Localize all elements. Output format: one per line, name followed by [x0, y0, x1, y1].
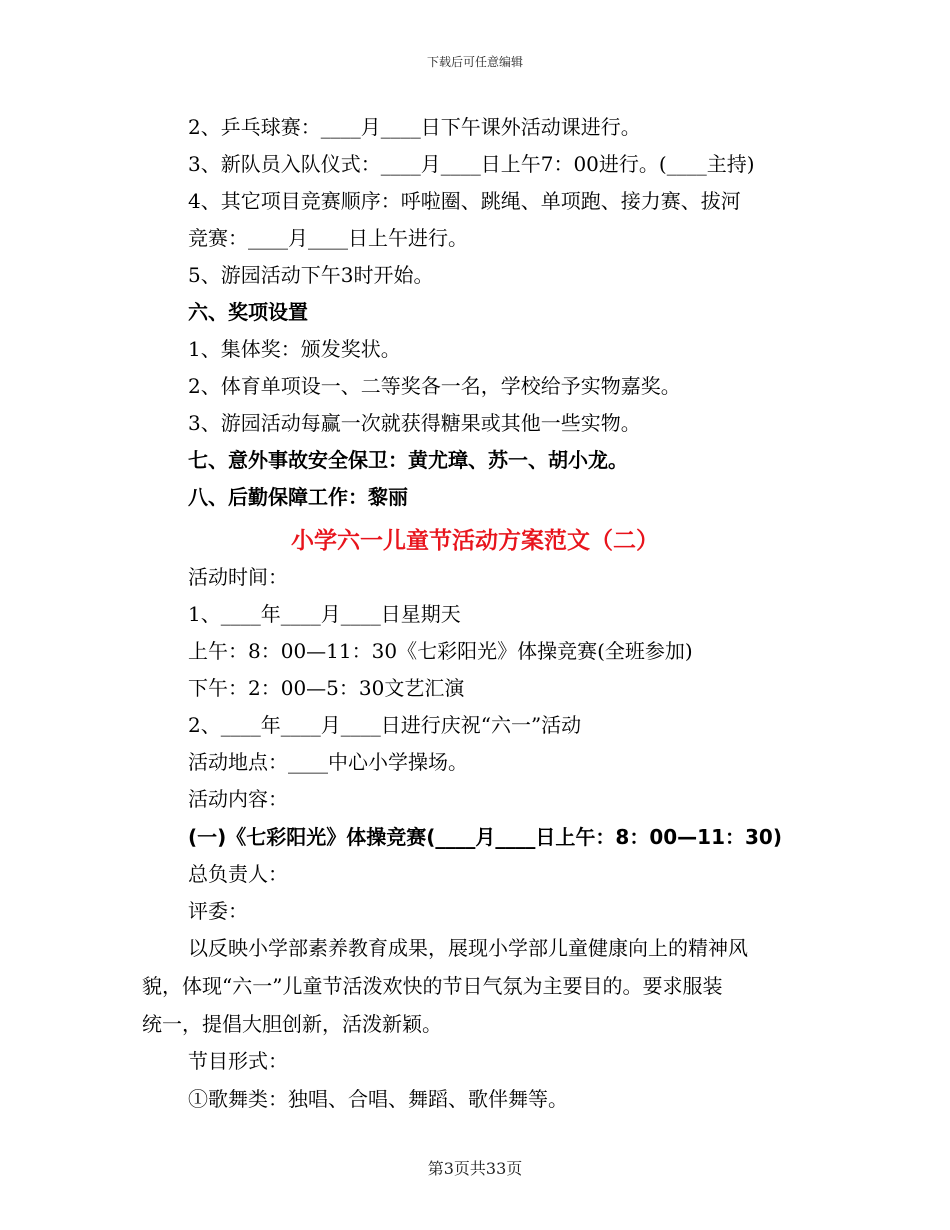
- paragraph-line: 以反映小学部素养教育成果，展现小学部儿童健康向上的精神风: [188, 936, 748, 960]
- text-line: 2、____年____月____日进行庆祝“六一”活动: [188, 713, 582, 737]
- text-line: 3、游园活动每赢一次就获得糖果或其他一些实物。: [188, 411, 641, 435]
- section-heading: (一)《七彩阳光》体操竞赛(____月____日上午：8：00—11：30): [188, 825, 782, 849]
- document-title: 小学六一儿童节活动方案范文（二）: [291, 528, 659, 554]
- text-line: 活动地点：____中心小学操场。: [188, 750, 468, 774]
- page-header: 下载后可任意编辑: [426, 55, 523, 69]
- text-line: 竞赛：____月____日上午进行。: [188, 226, 468, 250]
- text-line: 5、游园活动下午3时开始。: [188, 263, 434, 287]
- text-line: 上午：8：00—11：30《七彩阳光》体操竞赛(全班参加): [188, 639, 693, 663]
- section-heading: 八、后勤保障工作：黎丽: [188, 485, 408, 509]
- text-line: 2、乒乓球赛：____月____日下午课外活动课进行。: [188, 115, 641, 139]
- text-line: 活动时间：: [188, 565, 288, 589]
- text-line: ①歌舞类：独唱、合唱、舞蹈、歌伴舞等。: [188, 1087, 568, 1111]
- text-line: 评委：: [188, 899, 248, 923]
- text-line: 1、集体奖：颁发奖状。: [188, 337, 401, 361]
- text-line: 总负责人：: [188, 862, 288, 886]
- section-heading: 六、奖项设置: [188, 300, 308, 324]
- section-heading: 七、意外事故安全保卫：黄尤璋、苏一、胡小龙。: [188, 448, 628, 472]
- text-line: 2、体育单项设一、二等奖各一名，学校给予实物嘉奖。: [188, 374, 681, 398]
- page-footer: 第3页共33页: [427, 1159, 523, 1178]
- paragraph-line: 统一，提倡大胆创新，活泼新颖。: [142, 1012, 442, 1036]
- text-line: 节目形式：: [188, 1049, 288, 1073]
- text-line: 下午：2：00—5：30文艺汇演: [188, 676, 465, 700]
- text-line: 1、____年____月____日星期天: [188, 602, 461, 626]
- text-line: 3、新队员入队仪式：____月____日上午7：00进行。(____主持): [188, 152, 755, 176]
- text-line: 活动内容：: [188, 787, 288, 811]
- text-line: 4、其它项目竞赛顺序：呼啦圈、跳绳、单项跑、接力赛、拔河: [188, 189, 741, 213]
- paragraph-line: 貌，体现“六一”儿童节活泼欢快的节日气氛为主要目的。要求服装: [142, 974, 723, 998]
